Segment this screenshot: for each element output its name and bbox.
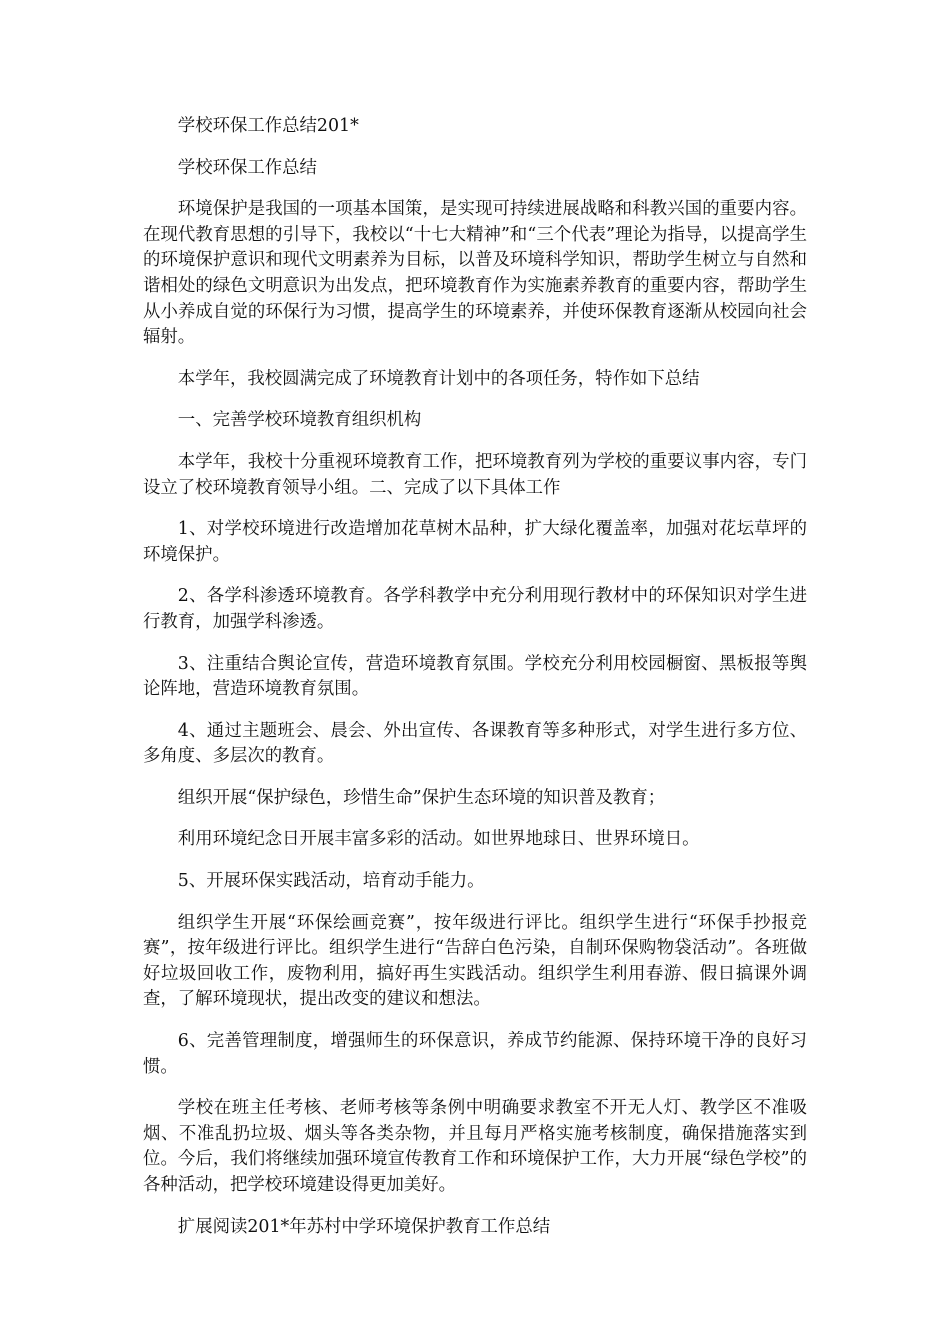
management-paragraph: 学校在班主任考核、老师考核等条例中明确要求教室不开无人灯、教学区不准吸烟、不准乱扔垃圾、烟头等各类杂物，并且每月严格实施考核制度，确保措施落实到位。今后，我们将继续加强环境宣传教育工作和环境保护工作，大力开展“绿色学校”的各种活动，把学校环境建设得更加美好。: [143, 1098, 807, 1195]
work-item-6: 6、完善管理制度，增强师生的环保意识，养成节约能源、保持环境干净的良好习惯。: [143, 1031, 807, 1077]
activity-paragraph-1: 组织开展“保护绿色，珍惜生命”保护生态环境的知识普及教育；: [177, 787, 666, 808]
work-item-2: 2、各学科渗透环境教育。各学科教学中充分利用现行教材中的环保知识对学生进行教育，加强学科渗透。: [143, 586, 807, 632]
summary-paragraph: 本学年，我校圆满完成了环境教育计划中的各项任务，特作如下总结: [177, 368, 700, 389]
extended-reading-title: 扩展阅读201*年苏村中学环境保护教育工作总结: [177, 1216, 551, 1237]
document-subtitle: 学校环保工作总结: [177, 157, 317, 178]
section-1-paragraph: 本学年，我校十分重视环境教育工作，把环境教育列为学校的重要议事内容，专门设立了校环境教育领导小组。二、完成了以下具体工作: [143, 451, 807, 498]
document-title: 学校环保工作总结201*: [177, 116, 359, 136]
activity-paragraph-2: 利用环境纪念日开展丰富多彩的活动。如世界地球日、世界环境日。: [177, 829, 700, 850]
work-item-1: 1、对学校环境进行改造增加花草树木品种，扩大绿化覆盖率，加强对花坛草坪的环境保护。: [143, 519, 807, 565]
work-item-5: 5、开展环保实践活动，培育动手能力。: [177, 871, 485, 892]
document-page: [143, 114, 807, 1256]
section-heading-1: 一、完善学校环境教育组织机构: [177, 410, 422, 431]
work-item-3: 3、注重结合舆论宣传，营造环境教育氛围。学校充分利用校园橱窗、黑板报等舆论阵地，营造环境教育氛围。: [143, 653, 807, 700]
practice-paragraph: 组织学生开展“环保绘画竞赛”，按年级进行评比。组织学生进行“环保手抄报竞赛”，按年级进行评比。组织学生进行“告辞白色污染，自制环保购物袋活动”。各班做好垃圾回收工作，废物利用，搞好再生实践活动。组织学生利用春游、假日搞课外调查，了解环境现状，提出改变的建议和想法。: [143, 912, 807, 1010]
intro-paragraph: 环境保护是我国的一项基本国策，是实现可持续进展战略和科教兴国的重要内容。在现代教育思想的引导下，我校以“十七大精神”和“三个代表”理论为指导，以提高学生的环境保护意识和现代文明素养为目标，以普及环境科学知识，帮助学生树立与自然和谐相处的绿色文明意识为出发点，把环境教育作为实施素养教育的重要内容，帮助学生从小养成自觉的环保行为习惯，提高学生的环境素养，并使环保教育逐渐从校园向社会辐射。: [143, 199, 807, 348]
work-item-4: 4、通过主题班会、晨会、外出宣传、各课教育等多种形式，对学生进行多方位、多角度、多层次的教育。: [143, 720, 807, 767]
